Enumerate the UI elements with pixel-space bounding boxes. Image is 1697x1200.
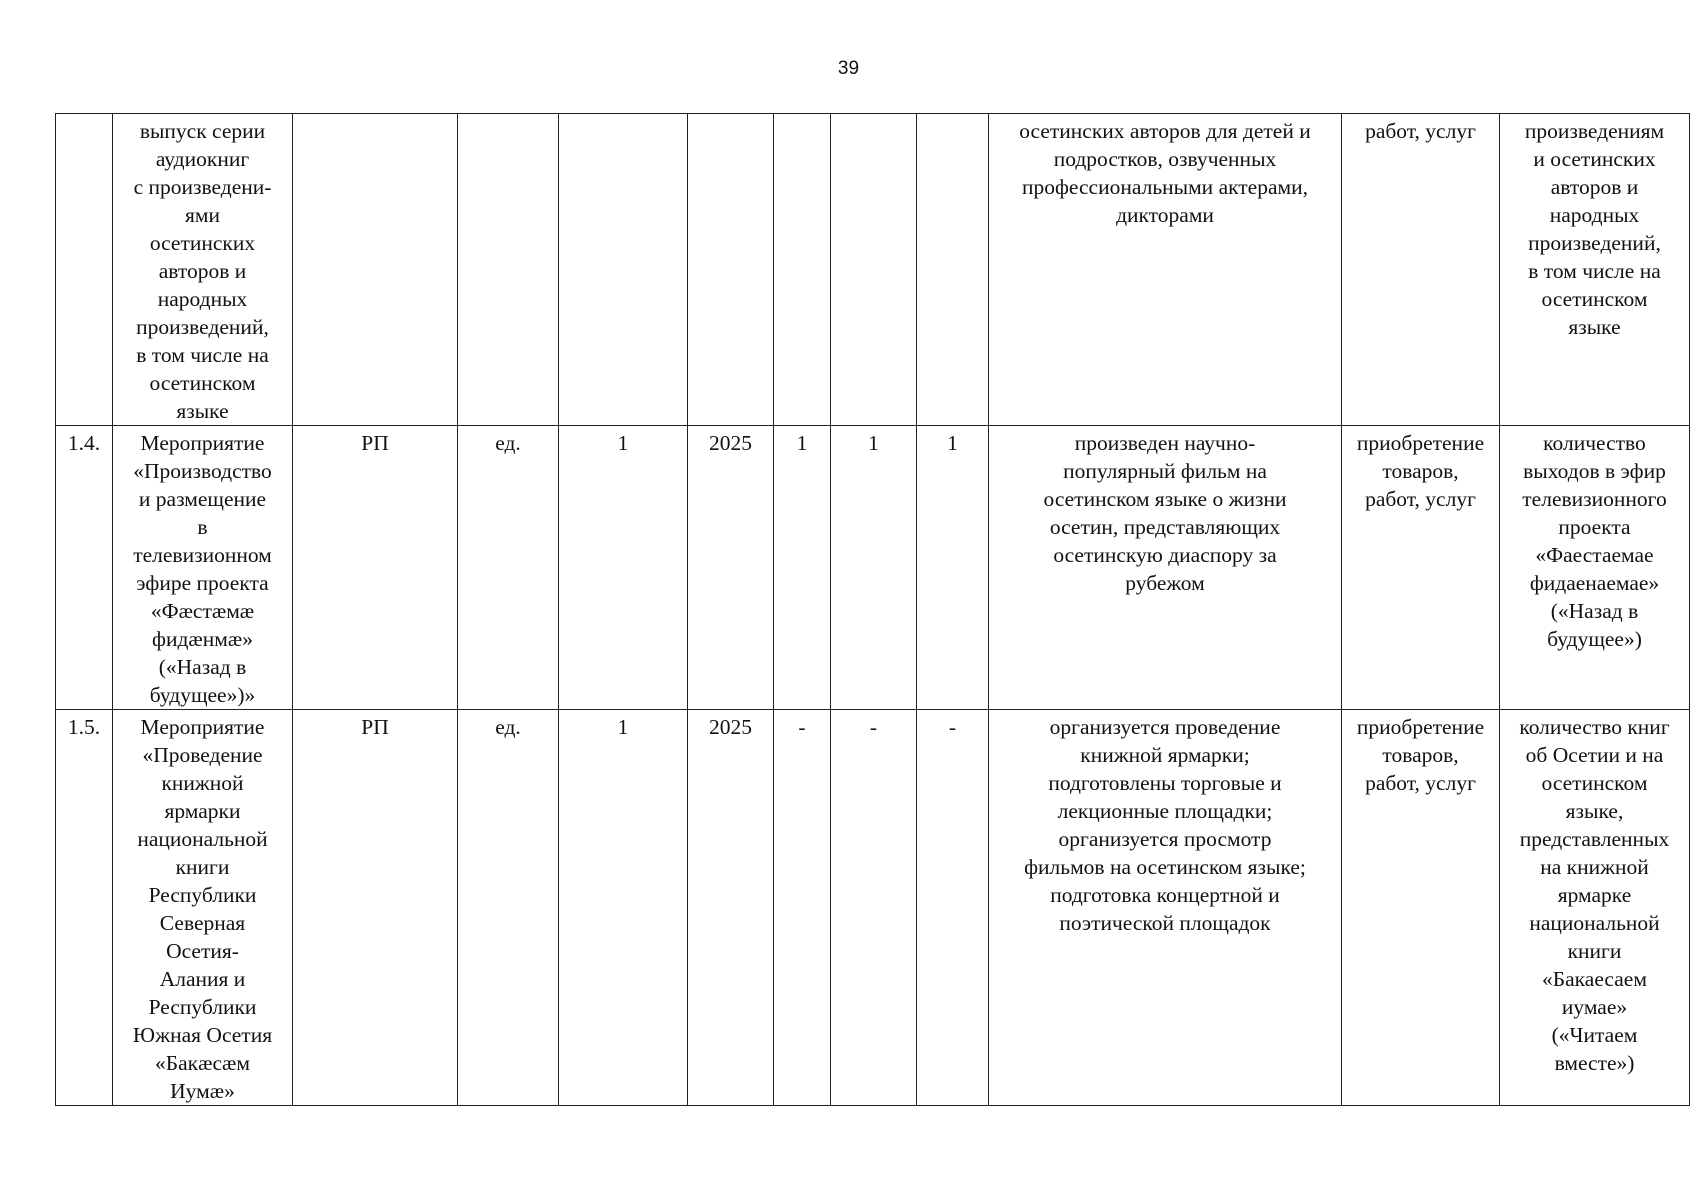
cell-indicator: количество выходов в эфир телевизионного проекта «Фаестаемае фидаенаемае» («Назад в будущее») <box>1500 426 1690 710</box>
page-number: 39 <box>837 58 860 79</box>
cell-value-1: - <box>774 710 831 1106</box>
cell-value-3 <box>917 114 989 426</box>
cell-year: 2025 <box>688 710 774 1106</box>
cell-number: 1.5. <box>56 710 113 1106</box>
cell-source: РП <box>293 710 458 1106</box>
table-row <box>56 710 1690 1106</box>
cell-number <box>56 114 113 426</box>
cell-year <box>688 114 774 426</box>
cell-value-3: - <box>917 710 989 1106</box>
cell-year: 2025 <box>688 426 774 710</box>
cell-unit: ед. <box>458 426 559 710</box>
cell-type: приобретение товаров, работ, услуг <box>1342 710 1500 1106</box>
cell-type: работ, услуг <box>1342 114 1500 426</box>
cell-type: приобретение товаров, работ, услуг <box>1342 426 1500 710</box>
cell-value-2 <box>831 114 917 426</box>
cell-unit <box>458 114 559 426</box>
cell-base-value: 1 <box>559 710 688 1106</box>
cell-value-1: 1 <box>774 426 831 710</box>
cell-measure-name: Мероприятие «Производство и размещение в телевизионном эфире проекта «Фæстæмæ фидæнмæ» («Назад в будущее»)» <box>113 426 293 710</box>
cell-value-1 <box>774 114 831 426</box>
cell-result: осетинских авторов для детей и подростков, озвученных профессиональными актерами, дикторами <box>989 114 1342 426</box>
table-row <box>56 114 1690 426</box>
cell-unit: ед. <box>458 710 559 1106</box>
cell-value-3: 1 <box>917 426 989 710</box>
cell-result: организуется проведение книжной ярмарки; подготовлены торговые и лекционные площадки; организуется просмотр фильмов на осетинском языке; подготовка концертной и поэтической площадок <box>989 710 1342 1106</box>
cell-measure-name: Мероприятие «Проведение книжной ярмарки национальной книги Республики Северная Осетия- Алания и Республики Южная Осетия «Бакæсæм Иумæ» <box>113 710 293 1106</box>
cell-measure-name: выпуск серии аудиокниг с произведени- ями осетинских авторов и народных произведений, в том числе на осетинском языке <box>113 114 293 426</box>
measures-table <box>55 113 1690 1106</box>
cell-value-2: 1 <box>831 426 917 710</box>
cell-base-value: 1 <box>559 426 688 710</box>
table-row <box>56 426 1690 710</box>
cell-source: РП <box>293 426 458 710</box>
cell-value-2: - <box>831 710 917 1106</box>
cell-base-value <box>559 114 688 426</box>
cell-number: 1.4. <box>56 426 113 710</box>
cell-indicator: количество книг об Осетии и на осетинском языке, представленных на книжной ярмарке национальной книги «Бакаесаем иумае» («Читаем вместе») <box>1500 710 1690 1106</box>
cell-indicator: произведениям и осетинских авторов и народных произведений, в том числе на осетинском языке <box>1500 114 1690 426</box>
cell-result: произведен научно- популярный фильм на осетинском языке о жизни осетин, представляющих осетинскую диаспору за рубежом <box>989 426 1342 710</box>
cell-source <box>293 114 458 426</box>
